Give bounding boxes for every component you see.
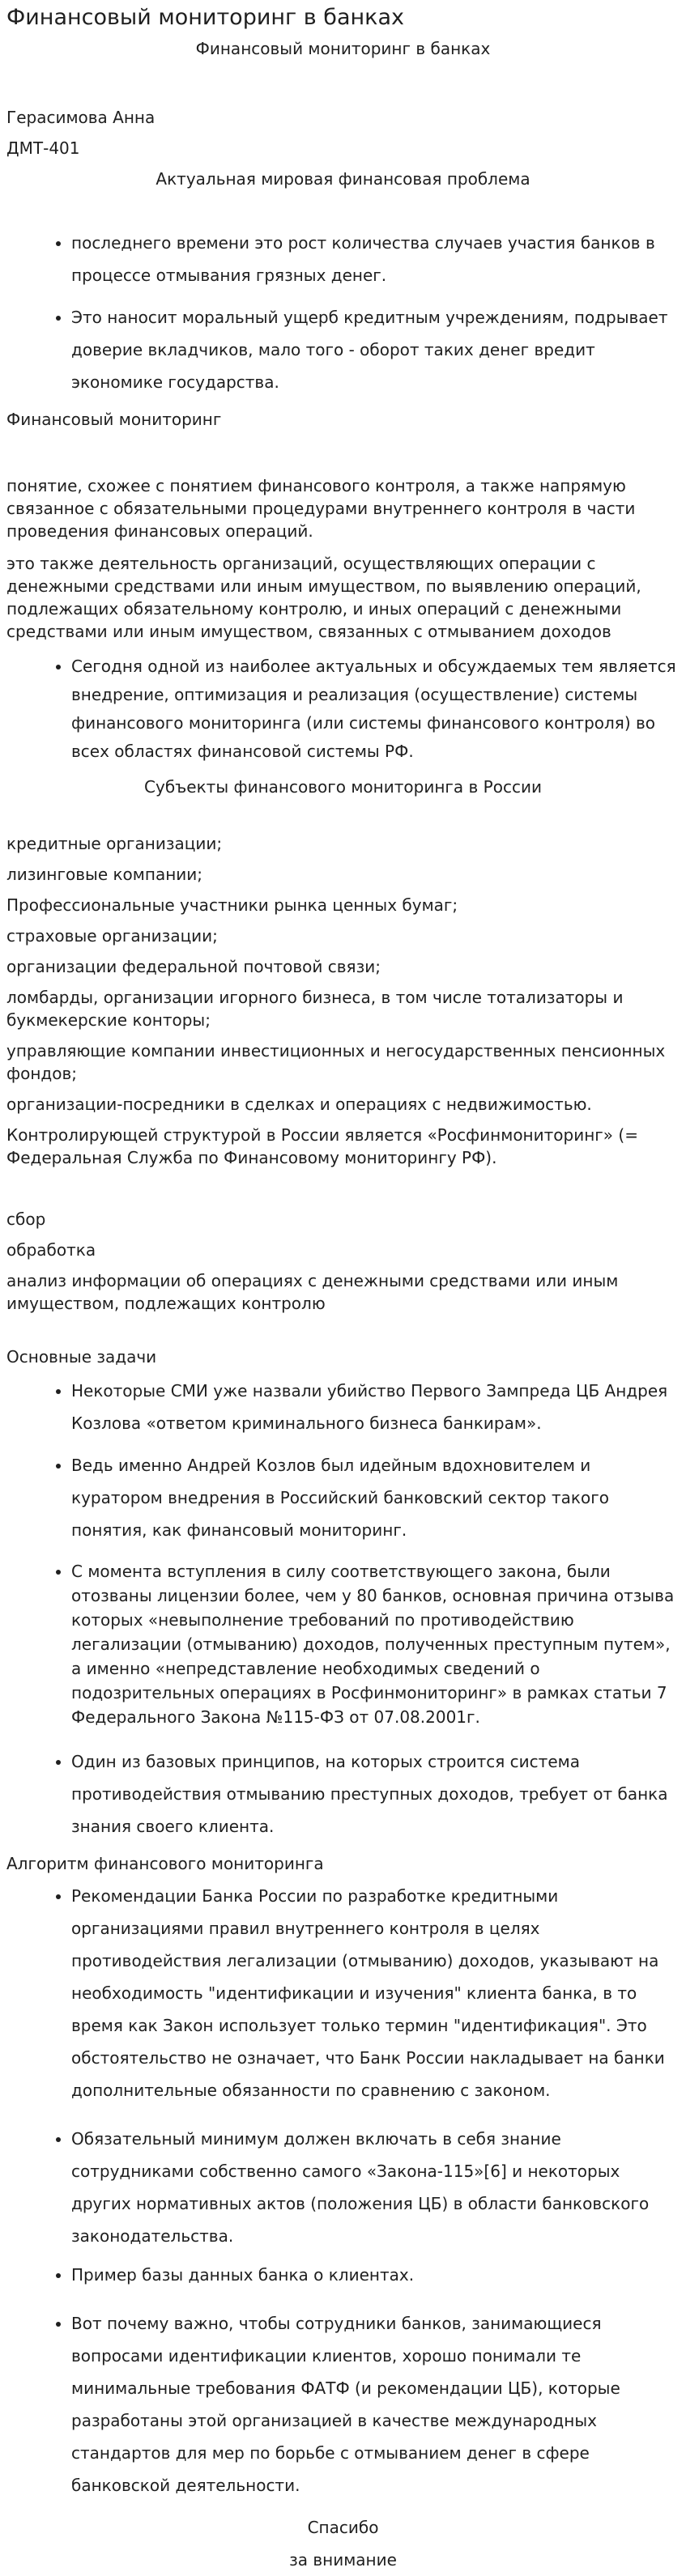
list-item: обработка <box>6 1240 96 1260</box>
closing-attention: за внимание <box>289 2550 397 2570</box>
functions-list <box>6 1208 680 1315</box>
group-code: ДМТ-401 <box>6 138 80 158</box>
list-item: управляющие компании инвестиционных и негосударственных пенсионных фондов; <box>6 1041 666 1083</box>
list-item: • Сегодня одной из наиболее актуальных и обсуждаемых тем является внедрение, оптимизация и реализация (осуществление) системы финансового мониторинга (или системы финансового контроля) во всех областях финансовой системы РФ. <box>71 653 680 766</box>
list-item: сбор <box>6 1209 46 1229</box>
list-item: ломбарды, организации игорного бизнеса, в том числе тотализаторы и букмекерские конторы; <box>6 988 624 1030</box>
list-item: • Это наносит моральный ущерб кредитным учреждениям, подрывает доверие вкладчиков, мало того - оборот таких денег вредит экономике государства. <box>71 301 680 398</box>
problem-bullet-list <box>6 227 680 398</box>
list-item: • Пример базы данных банка о клиентах. <box>71 2259 680 2291</box>
tasks-bullet-list <box>6 1375 680 1843</box>
page-title: Финансовый мониторинг в банках <box>6 5 404 30</box>
list-item: • С момента вступления в силу соответствующего закона, были отозваны лицензии более, чем у 80 банков, основная причина отзыва которых «невыполнение требований по противодействию легализации (отмыванию) доходов, полученных преступным путем», а именно «непредставление необходимых сведений о подозрительных операциях в Росфинмониторинг» в рамках статьи 7 Федерального Закона №115-ФЗ от 07.08.2001г. <box>71 1559 680 1729</box>
closing-thanks: Спасибо <box>307 2518 379 2537</box>
list-item: • последнего времени это рост количества случаев участия банков в процессе отмывания грязных денег. <box>71 227 680 291</box>
section-heading-subjects: Субъекты финансового мониторинга в России <box>144 777 542 797</box>
list-item: • Некоторые СМИ уже назвали убийство Первого Зампреда ЦБ Андрея Козлова «ответом криминального бизнеса банкирам». <box>71 1375 680 1439</box>
spacer <box>6 1323 680 1345</box>
section-heading-tasks: Основные задачи <box>6 1347 157 1367</box>
list-item: • Рекомендации Банка России по разработке кредитными организациями правил внутреннего контроля в целях противодействия легализации (отмыванию) доходов, указывают на необходимость "идентификации и изучения" клиента банка, в то время как Закон использует только термин "идентификация". Это обстоятельство не означает, что Банк России накладывает на банки дополнительные обязанности по сравнению с законом. <box>71 1880 680 2106</box>
list-item: • Один из базовых принципов, на которых строится система противодействия отмыванию преступных доходов, требует от банка знания своего клиента. <box>71 1745 680 1843</box>
algorithm-bullet-list <box>6 1880 680 2502</box>
section-heading-algorithm: Алгоритм финансового мониторинга <box>6 1854 324 1873</box>
list-item: • Вот почему важно, чтобы сотрудники банков, занимающиеся вопросами идентификации клиентов, хорошо понимали те минимальные требования ФАТФ (и рекомендации ЦБ), которые разработаны этой организацией в качестве международных стандартов для мер по борьбе с отмыванием денег в сфере банковской деятельности. <box>71 2307 680 2502</box>
list-item: страховые организации; <box>6 926 218 946</box>
subjects-list <box>6 832 680 1169</box>
list-item: Профессиональные участники рынка ценных бумаг; <box>6 895 458 915</box>
definition-paragraph: понятие, схожее с понятием финансового контроля, а также напрямую связанное с обязательными процедурами внутреннего контроля в части проведения финансовых операций. <box>6 476 636 541</box>
list-item: организации-посредники в сделках и операциях с недвижимостью. <box>6 1095 592 1114</box>
list-item: лизинговые компании; <box>6 865 203 884</box>
list-item: анализ информации об операциях с денежными средствами или иным имуществом, подлежащих контролю <box>6 1271 619 1313</box>
monitoring-bullet-list <box>6 653 680 766</box>
list-item: кредитные организации; <box>6 834 223 853</box>
spacer <box>6 60 680 102</box>
spacer <box>6 194 680 227</box>
section-heading-monitoring: Финансовый мониторинг <box>6 410 222 429</box>
list-item: организации федеральной почтовой связи; <box>6 957 381 976</box>
definition-paragraph: это также деятельность организаций, осуществляющих операции с денежными средствами или иным имуществом, по выявлению операций, подлежащих обязательному контролю, и иных операций с денежными средствами или иным имуществом, связанных с отмыванием доходов <box>6 554 641 641</box>
list-item: • Обязательный минимум должен включать в себя знание сотрудниками собственно самого «Закона-115»[6] и некоторых других нормативных актов (положения ЦБ) в области банковского законодательства. <box>71 2123 680 2252</box>
document-subtitle: Финансовый мониторинг в банках <box>195 39 491 58</box>
author-name: Герасимова Анна <box>6 108 156 127</box>
list-item: • Ведь именно Андрей Козлов был идейным вдохновителем и куратором внедрения в Российский банковский сектор такого понятия, как финансовый мониторинг. <box>71 1449 680 1546</box>
list-item: Контролирующей структурой в России является «Росфинмониторинг» (= Федеральная Служба по Финансовому мониторингу РФ). <box>6 1125 638 1167</box>
spacer <box>6 798 680 832</box>
spacer <box>6 1177 680 1208</box>
spacer <box>6 431 680 474</box>
section-heading-problem: Актуальная мировая финансовая проблема <box>156 169 530 189</box>
